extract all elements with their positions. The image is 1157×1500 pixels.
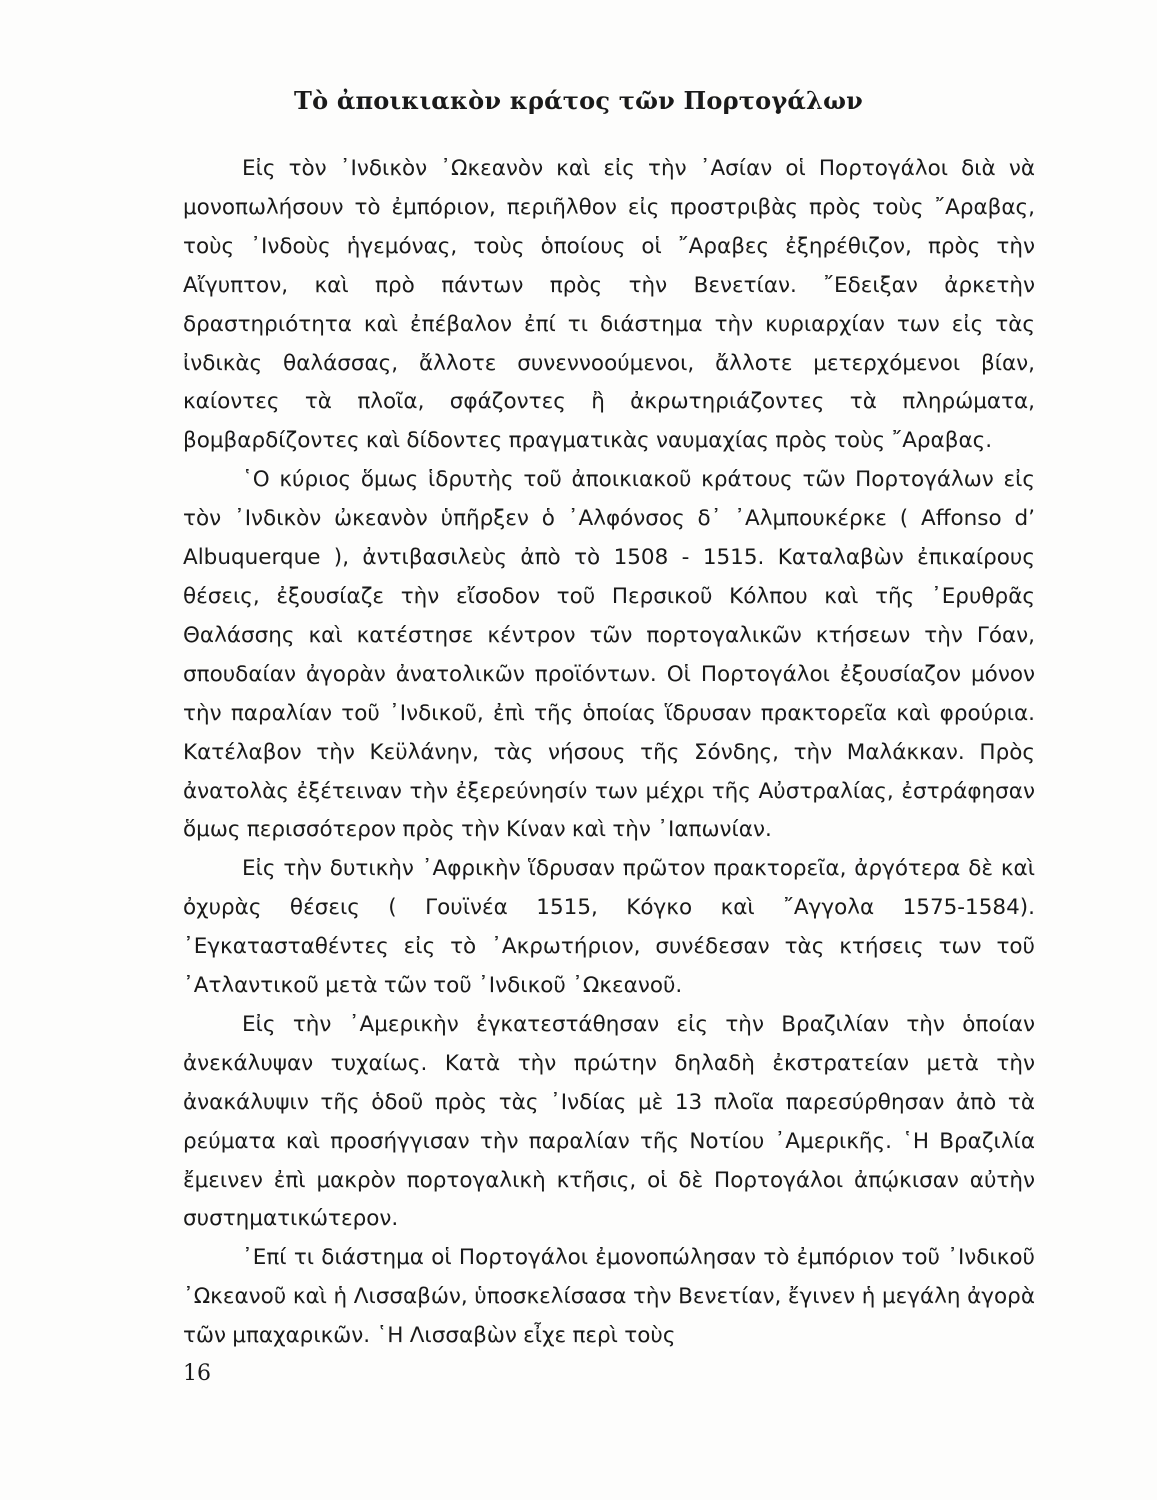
page-number: 16 [183, 1361, 211, 1386]
paragraph: Εἰς τὴν δυτικὴν ᾿Αφρικὴν ἵδρυσαν πρῶτον πρακτορεῖα, ἀργότερα δὲ καὶ ὀχυρὰς θέσεις ( Γουϊνέα 1515, Κόγκο καὶ ῎Αγγολα 1575-1584). ᾿Εγκατασταθέντες εἰς τὸ ᾿Ακρωτήριον, συνέδεσαν τὰς κτήσεις των τοῦ ᾿Ατλαντικοῦ μετὰ τῶν τοῦ ᾿Ινδικοῦ ᾿Ωκεανοῦ. [183, 856, 1035, 999]
page-title: Τὸ ἀποικιακὸν κράτος τῶν Πορτογάλων [294, 86, 863, 115]
body-text [183, 150, 1035, 1356]
paragraph: ῾Ο κύριος ὅμως ἱδρυτὴς τοῦ ἀποικιακοῦ κράτους τῶν Πορτογάλων εἰς τὸν ᾿Ινδικὸν ὠκεανὸν ὑπῆρξεν ὁ ᾿Αλφόνσος δ᾿ ᾿Αλμπουκέρκε ( Affonso d’ Albuquerque ), ἀντιβασιλεὺς ἀπὸ τὸ 1508 - 1515. Καταλαβὼν ἐπικαίρους θέσεις, ἐξουσίαζε τὴν εἴσοδον τοῦ Περσικοῦ Κόλπου καὶ τῆς ᾿Ερυθρᾶς Θαλάσσης καὶ κατέστησε κέντρον τῶν πορτογαλικῶν κτήσεων τὴν Γόαν, σπουδαίαν ἀγορὰν ἀνατολικῶν προϊόντων. Οἱ Πορτογάλοι ἐξουσίαζον μόνον τὴν παραλίαν τοῦ ᾿Ινδικοῦ, ἐπὶ τῆς ὁποίας ἵδρυσαν πρακτορεῖα καὶ φρούρια. Κατέλαβον τὴν Κεϋλάνην, τὰς νήσους τῆς Σόνδης, τὴν Μαλάκκαν. Πρὸς ἀνατολὰς ἐξέτειναν τὴν ἐξερεύνησίν των μέχρι τῆς Αὐστραλίας, ἐστράφησαν ὅμως περισσότερον πρὸς τὴν Κίναν καὶ τὴν ᾿Ιαπωνίαν. [183, 467, 1035, 843]
paragraph: Εἰς τὸν ᾿Ινδικὸν ᾿Ωκεανὸν καὶ εἰς τὴν ᾿Ασίαν οἱ Πορτογάλοι διὰ νὰ μονοπωλήσουν τὸ ἐμπόριον, περιῆλθον εἰς προστριβὰς πρὸς τοὺς ῎Αραβας, τοὺς ᾿Ινδοὺς ἡγεμόνας, τοὺς ὁποίους οἱ ῎Αραβες ἐξηρέθιζον, πρὸς τὴν Αἴγυπτον, καὶ πρὸ πάντων πρὸς τὴν Βενετίαν. ῎Εδειξαν ἀρκετὴν δραστηριότητα καὶ ἐπέβαλον ἐπί τι διάστημα τὴν κυριαρχίαν των εἰς τὰς ἰνδικὰς θαλάσσας, ἄλλοτε συνεννοούμενοι, ἄλλοτε μετερχόμενοι βίαν, καίοντες τὰ πλοῖα, σφάζοντες ἢ ἀκρωτηριάζοντες τὰ πληρώματα, βομβαρδίζοντες καὶ δίδοντες πραγματικὰς ναυμαχίας πρὸς τοὺς ῎Αραβας. [183, 156, 1035, 454]
paragraph: ᾿Επί τι διάστημα οἱ Πορτογάλοι ἐμονοπώλησαν τὸ ἐμπόριον τοῦ ᾿Ινδικοῦ ᾿Ωκεανοῦ καὶ ἡ Λισσαβών, ὑποσκελίσασα τὴν Βενετίαν, ἔγινεν ἡ μεγάλη ἀγορὰ τῶν μπαχαρικῶν. ῾Η Λισσαβὼν εἶχε περὶ τοὺς [183, 1245, 1035, 1349]
paragraph: Εἰς τὴν ᾿Αμερικὴν ἐγκατεστάθησαν εἰς τὴν Βραζιλίαν τὴν ὁποίαν ἀνεκάλυψαν τυχαίως. Κατὰ τὴν πρώτην δηλαδὴ ἐκστρατείαν μετὰ τὴν ἀνακάλυψιν τῆς ὁδοῦ πρὸς τὰς ᾿Ινδίας μὲ 13 πλοῖα παρεσύρθησαν ἀπὸ τὰ ρεύματα καὶ προσήγγισαν τὴν παραλίαν τῆς Νοτίου ᾿Αμερικῆς. ῾Η Βραζιλία ἔμεινεν ἐπὶ μακρὸν πορτογαλικὴ κτῆσις, οἱ δὲ Πορτογάλοι ἀπῴκισαν αὐτὴν συστηματικώτερον. [183, 1011, 1035, 1232]
